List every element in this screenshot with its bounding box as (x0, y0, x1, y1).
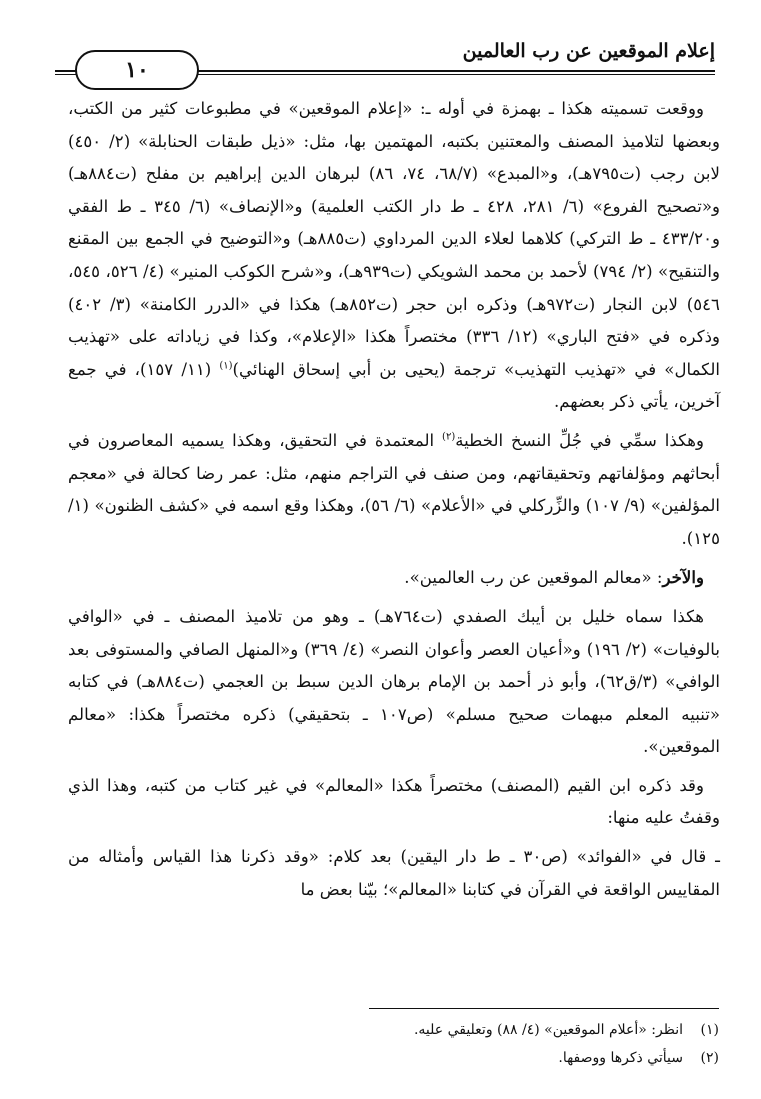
page-number-badge: ١٠ (75, 50, 199, 90)
page-header (55, 36, 715, 84)
paragraph (68, 561, 720, 595)
paragraph-text: هكذا سماه خليل بن أيبك الصفدي (ت٧٦٤هـ) ـ وهو من تلاميذ المصنف ـ في «الوافي بالوفيات» (٢/ ١٩٦) و«أعيان العصر وأعوان النصر» (٤/ ٣٦٩) و«المنهل الصافي والمستوفى بعد الوافي» (٣/ق٦٢)، وأبو ذر أحمد بن الإمام برهان الدين سبط بن العجمي (ت٨٨٤هـ) في كتابه «تنبيه المعلم مبهمات صحيح مسلم» (ص١٠٧ ـ بتحقيقي) ذكره مختصراً هكذا: «معالم الموقعين». (68, 606, 720, 757)
running-title: إعلام الموقعين عن رب العالمين (462, 40, 715, 62)
paragraph-text: وقد ذكره ابن القيم (المصنف) مختصراً هكذا «المعالم» في غير كتاب من كتبه، وهذا الذي وقفتُ عليه منها: (68, 775, 720, 828)
main-text (68, 93, 720, 906)
paragraph-text: (١١/ ١٥٧)، في جمع آخرين، يأتي ذكر بعضهم. (68, 359, 720, 412)
footnote-item (79, 1016, 719, 1044)
paragraph (68, 770, 720, 835)
paragraph (68, 601, 720, 764)
footnote-number: (٢) (700, 1050, 719, 1066)
footnote-item (79, 1044, 719, 1072)
footnote-ref[interactable]: (١) (219, 360, 233, 372)
footnote-text: انظر: «أعلام الموقعين» (٤/ ٨٨) وتعليقي عليه. (413, 1022, 683, 1038)
paragraph (68, 425, 720, 555)
footnote-ref[interactable]: (٢) (442, 431, 456, 443)
footnote-separator (369, 1008, 719, 1009)
paragraph-lead: والآخر (662, 567, 704, 588)
paragraph-text: ووقعت تسميته هكذا ـ بهمزة في أوله ـ: «إعلام الموقعين» في مطبوعات كثير من الكتب، وبعضها لتلاميذ المصنف والمعتنين بكتبه، المهتمين بها، مثل: «ذيل طبقات الحنابلة» (٢/ ٤٥٠) لابن رجب (ت٧٩٥هـ)، و«المبدع» (٦٨/٧، ٧٤، ٨٦) لبرهان الدين إبراهيم بن مفلح (ت٨٨٤هـ) و«تصحيح الفروع» (٦/ ٢٨١، ٤٢٨ ـ ط دار الكتب العلمية) و«الإنصاف» (٦/ ٣٤٥ ـ ط الفقي و٤٣٣/٢٠ ـ ط التركي) كلاهما لعلاء الدين المرداوي (ت٨٨٥هـ) و«التوضيح في الجمع بين المقنع والتنقيح» (٢/ ٧٩٤) لأحمد بن محمد الشويكي (ت٩٣٩هـ)، و«شرح الكوكب المنير» (٤/ ٥٢٦، ٥٤٥، ٥٤٦) لابن النجار (ت٩٧٢هـ) وذكره ابن حجر (ت٨٥٢هـ) هكذا في «الدرر الكامنة» (٣/ ٤٠٢) وذكره في «فتح الباري» (١٢/ ٣٣٦) مختصراً هكذا «الإعلام»، وكذا في زياداته على «تهذيب الكمال» في «تهذيب التهذيب» ترجمة (يحيى بن أبي إسحاق الهنائي) (68, 99, 721, 379)
paragraph-text: المعتمدة في التحقيق، وهكذا يسميه المعاصرون في أبحاثهم ومؤلفاتهم وتحقيقاتهم، ومن صنف في التراجم منهم، مثل: عمر رضا كحالة في «معجم المؤلفين» (٩/ ١٠٧) والزِّركلي في «الأعلام» (٦/ ٥٦)، وهكذا وقع اسمه في «كشف الظنون» (١/ ١٢٥). (68, 430, 720, 548)
paragraph (68, 93, 720, 419)
footnotes (79, 1016, 719, 1072)
footnote-number: (١) (700, 1022, 719, 1038)
footnote-text: سيأتي ذكرها ووصفها. (558, 1050, 683, 1066)
paragraph-text: ـ قال في «الفوائد» (ص٣٠ ـ ط دار اليقين) بعد كلام: «وقد ذكرنا هذا القياس وأمثاله من المقاييس الواقعة في القرآن في كتابنا «المعالم»؛ بيّنا بعض ما (68, 847, 721, 899)
paragraph-text: : «معالم الموقعين عن رب العالمين». (404, 568, 663, 588)
paragraph-text: وهكذا سمِّي في جُلِّ النسخ الخطية (455, 430, 704, 450)
paragraph (68, 841, 720, 906)
